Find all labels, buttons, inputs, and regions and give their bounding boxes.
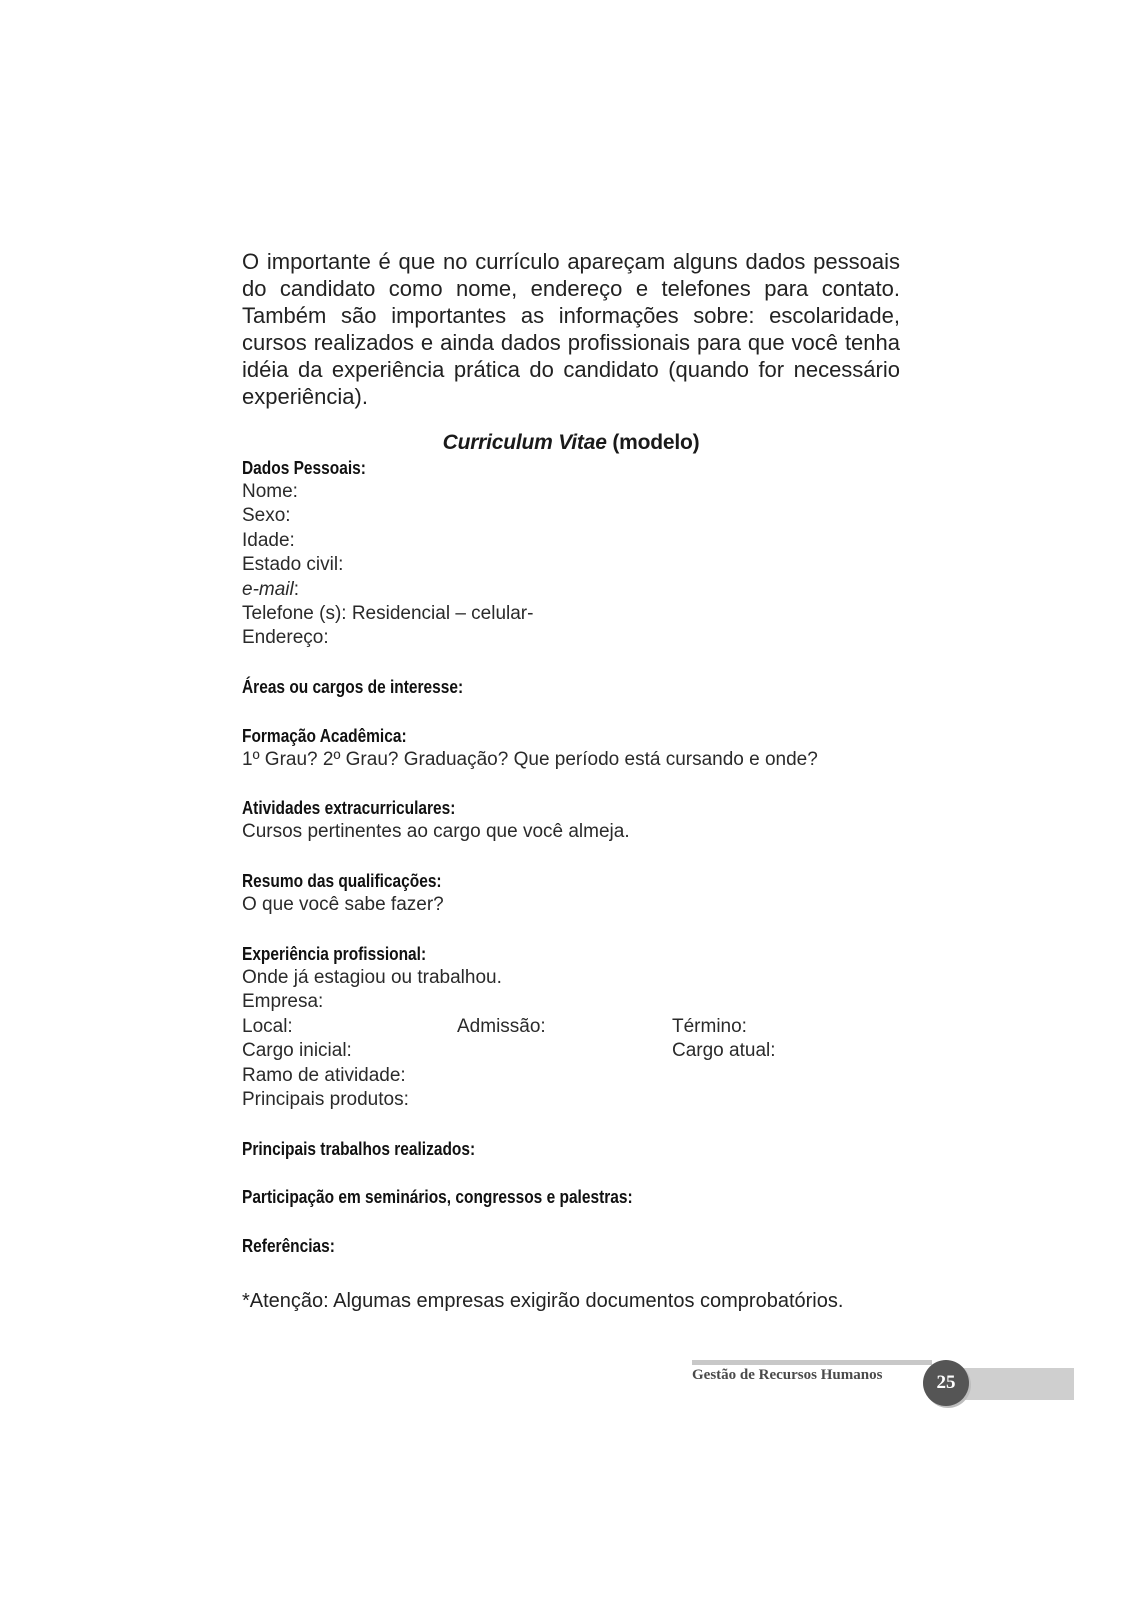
cv-title-italic: Curriculum Vitae [442,431,607,454]
experiencia-row-cargo [242,1039,900,1063]
page-number-badge: 25 [923,1360,969,1406]
referencias-heading: Referências: [242,1235,335,1256]
field-sexo: Sexo: [242,505,291,527]
dados-pessoais-heading: Dados Pessoais: [242,458,366,478]
field-endereco: Endereço: [242,627,329,649]
field-email [242,578,900,602]
email-colon: : [293,578,300,600]
intro-paragraph: O importante é que no currículo apareçam alguns dados pessoais do candidato como nome, endereço e telefones para contato. Também são importantes as informações sobre: escolaridade, cursos realizados e ainda dados profissionais para que você tenha idéia da experiência prática do candidato (quando for necessário experiência). [242,249,900,409]
field-estado-civil: Estado civil: [242,554,344,576]
footnote: *Atenção: Algumas empresas exigirão documentos comprobatórios. [242,1289,844,1312]
formacao-heading: Formação Acadêmica: [242,725,407,746]
atividades-heading: Atividades extracurriculares: [242,798,456,819]
field-nome: Nome: [242,481,298,502]
footer-bar [952,1368,1074,1400]
experiencia-termino: Término: [672,1015,747,1037]
field-idade: Idade: [242,529,295,551]
participacao-heading: Participação em seminários, congressos e palestras: [242,1187,633,1208]
field-telefone: Telefone (s): Residencial – celular- [242,603,534,625]
footer-rule [692,1360,932,1365]
trabalhos-heading: Principais trabalhos realizados: [242,1138,476,1159]
atividades-text: Cursos pertinentes ao cargo que você almeja. [242,821,630,843]
formacao-text: 1º Grau? 2º Grau? Graduação? Que período está cursando e onde? [242,748,818,770]
footer-book-title: Gestão de Recursos Humanos [692,1367,883,1383]
cv-title-rest: (modelo) [612,431,700,454]
experiencia-ramo: Ramo de atividade: [242,1064,406,1086]
email-label: e-mail [242,578,294,600]
resumo-heading: Resumo das qualificações: [242,871,442,892]
experiencia-cargo-inicial: Cargo inicial: [242,1040,352,1062]
experiencia-onde: Onde já estagiou ou trabalhou. [242,967,502,989]
resumo-text: O que você sabe fazer? [242,894,444,916]
experiencia-local: Local: [242,1015,293,1037]
page-content [242,248,900,1314]
areas-heading: Áreas ou cargos de interesse: [242,677,464,698]
experiencia-admissao: Admissão: [457,1015,546,1037]
experiencia-empresa: Empresa: [242,991,324,1013]
cv-title [242,430,900,456]
experiencia-row-local [242,1015,900,1039]
experiencia-cargo-atual: Cargo atual: [672,1040,776,1062]
experiencia-heading: Experiência profissional: [242,944,427,965]
experiencia-produtos: Principais produtos: [242,1089,409,1111]
